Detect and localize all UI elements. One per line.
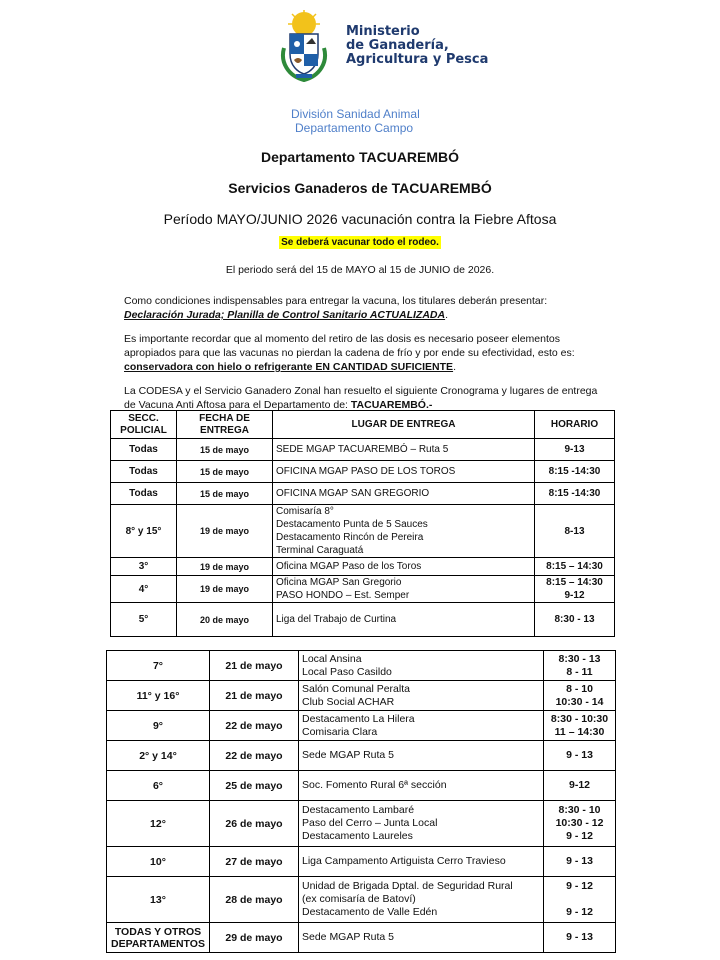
division-line: Departamento Campo [295,121,414,135]
cell-fecha: 21 de mayo [210,651,299,681]
cell-lugar [299,651,544,681]
lugar-line: Local Paso Casildo [302,665,392,678]
cell-fecha: 22 de mayo [210,711,299,741]
cell-fecha: 26 de mayo [210,801,299,847]
table-row [111,603,615,637]
horario-line: 9 - 12 [566,830,593,842]
cell-fecha: 15 de mayo [177,461,273,483]
lugar-line: Sede MGAP Ruta 5 [302,749,395,761]
schedule-table-body [107,651,616,953]
horario-line: 9-12 [564,590,585,601]
horario-line: 8 - 11 [566,665,593,678]
lugar-line: Liga Campamento Artiguista Cerro Travieso [302,855,506,867]
schedule-table-part2 [106,650,616,953]
cell-fecha: 28 de mayo [210,877,299,923]
cell-secc: 4° [111,576,177,603]
header-secc: SECC. POLICIAL [111,411,177,439]
cell-secc: 2° y 14° [107,741,210,771]
table-row [107,711,616,741]
horario-line: 8:30 - 10:30 [550,712,609,725]
table-row [111,558,615,576]
date-range: El periodo será del 15 de MAYO al 15 de JUNIO de 2026. [225,264,495,276]
cell-horario [535,576,615,603]
table-row [107,923,616,953]
cell-horario [544,741,616,771]
cell-fecha: 22 de mayo [210,741,299,771]
cell-fecha: 19 de mayo [177,558,273,576]
header-fecha: FECHA DE ENTREGA [177,411,273,439]
paragraph-text: La CODESA y el Servicio Ganadero Zonal han resuelto el siguiente Cronograma y lugares de entrega de Vacuna Anti Aftosa para el Departamento de: [124,385,598,411]
division-line: División Sanidad Animal [291,107,420,121]
lugar-line: Soc. Fomento Rural 6ª sección [302,779,447,791]
cell-secc: Todas [111,439,177,461]
cell-horario [544,801,616,847]
lugar-line: Destacamento La Hilera [302,712,415,725]
paragraph-text: Como condiciones indispensables para entregar la vacuna, los titulares deberán presentar: [124,295,548,307]
horario-line: 8:30 - 13 [554,614,595,625]
lugar-line: Terminal Caraguatá [276,545,364,556]
paragraph-text: Es importante recordar que al momento del retiro de las dosis es necesario poseer elementos apropiados para que las vacunas no pierdan la cadena de frío y por ende su efectividad, esto es: [124,333,575,359]
highlight-notice [0,237,720,248]
cell-secc: 9° [107,711,210,741]
lugar-line: Paso del Cerro – Junta Local [302,817,438,829]
cell-secc: 3° [111,558,177,576]
lugar-line: Destacamento de Valle Edén [302,906,438,918]
cell-horario [535,603,615,637]
cell-secc: 10° [107,847,210,877]
cell-lugar [299,711,544,741]
paragraph-end: . [453,361,456,373]
cell-secc: 8° y 15° [111,505,177,558]
cell-horario [544,651,616,681]
lugar-line: OFICINA MGAP PASO DE LOS TOROS [276,466,456,477]
lugar-line: Comisaría 8° [276,506,334,517]
cell-lugar [299,923,544,953]
schedule-table-part1 [110,410,615,637]
cell-horario [535,461,615,483]
table-row [111,576,615,603]
paragraph-emphasis: Declaración Jurada; Planilla de Control Sanitario ACTUALIZADA [124,309,446,321]
horario-line: 9 - 12 [566,906,593,918]
table-row [107,801,616,847]
table-row [111,461,615,483]
table-row [107,681,616,711]
cell-horario [535,483,615,505]
cell-lugar [299,847,544,877]
cell-fecha: 21 de mayo [210,681,299,711]
horario-line: 8 - 10 [566,682,593,695]
table-header-row [111,411,615,439]
cell-lugar [299,771,544,801]
lugar-line: SEDE MGAP TACUAREMBÓ – Ruta 5 [276,444,449,455]
schedule-intro-paragraph [124,384,604,412]
division-name [291,107,420,135]
cell-lugar [273,439,535,461]
lugar-line: Salón Comunal Peralta [302,682,410,695]
cell-horario [535,558,615,576]
ministry-line: de Ganadería, [346,38,449,53]
cell-secc: 11° y 16° [107,681,210,711]
horario-line: 8:15 -14:30 [548,488,601,499]
lugar-line: Destacamento Laureles [302,830,413,842]
horario-line: 8:15 -14:30 [548,466,601,477]
horario-line [547,893,612,906]
paragraph-emphasis: conservadora con hielo o refrigerante EN CANTIDAD SUFICIENTE [124,361,454,373]
cell-lugar [273,505,535,558]
cell-lugar [299,681,544,711]
header-horario: HORARIO [535,411,615,439]
table-row [107,771,616,801]
horario-line: 8:15 – 14:30 [546,577,603,588]
paragraph-end: . [445,309,449,321]
lugar-line: Unidad de Brigada Dptal. de Seguridad Rural [302,880,513,892]
ministry-line: Ministerio [346,24,420,39]
cold-chain-paragraph [124,332,604,374]
cell-fecha: 15 de mayo [177,483,273,505]
cell-secc: TODAS Y OTROS DEPARTAMENTOS [107,923,210,953]
cell-fecha: 27 de mayo [210,847,299,877]
cell-fecha: 20 de mayo [177,603,273,637]
lugar-line: Sede MGAP Ruta 5 [302,931,395,943]
lugar-line: Liga del Trabajo de Curtina [276,614,397,625]
cell-secc: 13° [107,877,210,923]
cell-horario [544,771,616,801]
cell-secc: 5° [111,603,177,637]
lugar-line: Destacamento Lambaré [302,804,415,816]
cell-lugar [299,877,544,923]
cell-fecha: 19 de mayo [177,576,273,603]
horario-line: 9-12 [568,779,590,791]
table-row [107,877,616,923]
table-row [107,847,616,877]
cell-horario [535,505,615,558]
paragraph-emphasis: TACUAREMBÓ.- [350,399,433,411]
cell-lugar [273,603,535,637]
table-row [111,483,615,505]
cell-horario [535,439,615,461]
horario-line: 10:30 - 14 [555,695,604,708]
cell-lugar [273,558,535,576]
horario-line: 9 - 13 [566,749,593,761]
cell-horario [544,681,616,711]
ministry-name [346,25,488,67]
horario-line: 8:30 - 10 [558,804,601,816]
ministry-line: Agricultura y Pesca [346,52,489,67]
cell-fecha: 15 de mayo [177,439,273,461]
cell-lugar [273,576,535,603]
lugar-line: Club Social ACHAR [302,695,395,708]
cell-secc: 6° [107,771,210,801]
services-title: Servicios Ganaderos de TACUAREMBÓ [228,180,492,196]
horario-line: 8-13 [564,525,585,537]
horario-line: 9 - 12 [566,880,593,892]
cell-horario [544,877,616,923]
table-row [111,439,615,461]
notice-text: Se deberá vacunar todo el rodeo. [281,237,439,248]
uruguay-coat-of-arms-logo [276,10,332,82]
schedule-table-body [111,439,615,637]
cell-secc: Todas [111,483,177,505]
lugar-line: Destacamento Rincón de Pereira [276,532,424,543]
horario-line: 9 - 13 [566,855,593,867]
requirements-paragraph [124,294,604,322]
lugar-line: (ex comisaría de Batoví) [302,893,416,905]
cell-fecha: 19 de mayo [177,505,273,558]
cell-lugar [299,741,544,771]
horario-line: 8:15 – 14:30 [546,561,603,572]
lugar-line: Oficina MGAP Paso de los Toros [276,561,422,572]
cell-secc: Todas [111,461,177,483]
cell-secc: 7° [107,651,210,681]
cell-horario [544,923,616,953]
lugar-line: PASO HONDO – Est. Semper [276,590,410,601]
horario-line: 10:30 - 12 [555,817,604,829]
cell-lugar [299,801,544,847]
cell-fecha: 29 de mayo [210,923,299,953]
table-row [111,505,615,558]
cell-horario [544,847,616,877]
lugar-line: Destacamento Punta de 5 Sauces [276,519,428,530]
department-title: Departamento TACUAREMBÓ [260,149,460,165]
cell-secc: 12° [107,801,210,847]
horario-line: 9 - 13 [566,931,593,943]
cell-lugar [273,483,535,505]
lugar-line: Local Ansina [302,652,362,665]
horario-line: 11 – 14:30 [554,725,605,738]
table-row [107,741,616,771]
cell-horario [544,711,616,741]
horario-line: 8:30 - 13 [558,652,601,665]
table-row [107,651,616,681]
header-lugar: LUGAR DE ENTREGA [273,411,535,439]
vaccination-period: Período MAYO/JUNIO 2026 vacunación contra la Fiebre Aftosa [163,211,557,227]
horario-line: 9-13 [564,444,585,455]
lugar-line: OFICINA MGAP SAN GREGORIO [276,488,430,499]
lugar-line: Comisaria Clara [302,725,378,738]
cell-fecha: 25 de mayo [210,771,299,801]
cell-lugar [273,461,535,483]
lugar-line: Oficina MGAP San Gregorio [276,577,402,588]
